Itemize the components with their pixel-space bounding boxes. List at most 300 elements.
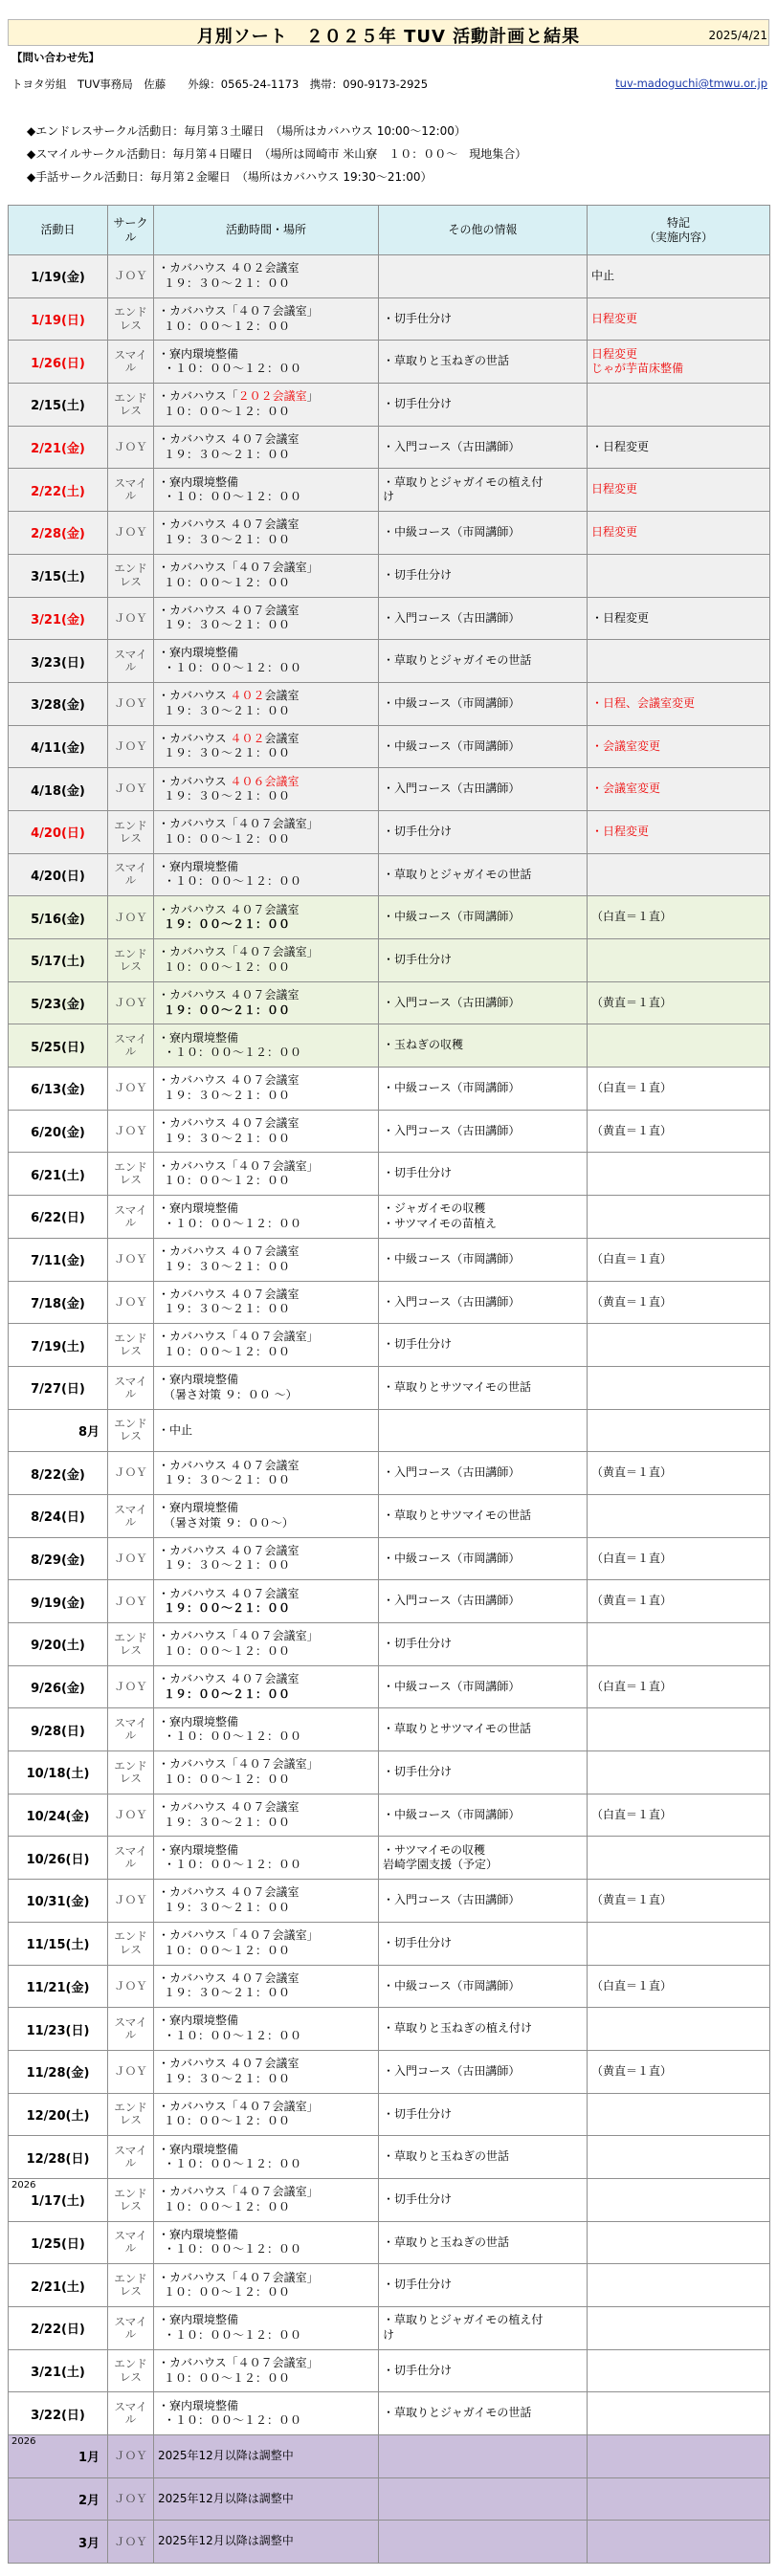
- circle-name: [108, 1965, 154, 2008]
- activity-date-text: 5/17(土): [31, 955, 85, 970]
- venue-time: １０：００～１２：００: [164, 575, 291, 589]
- venue-cell: [154, 2221, 379, 2264]
- table-row: [9, 1196, 770, 1239]
- special-note: [588, 810, 770, 853]
- other-info-text: ・草取りとジャガイモの植え付 け: [383, 474, 544, 504]
- venue-time: １９：３０～２１：００: [164, 703, 291, 717]
- circle-name-text: ＪＯＹ: [114, 995, 147, 1009]
- circle-name-text: エンド レス: [114, 1758, 147, 1785]
- other-info-text: ・切手仕分け: [383, 397, 453, 411]
- other-info: [379, 341, 588, 384]
- other-info: [379, 1794, 588, 1837]
- other-info: [379, 1580, 588, 1623]
- circle-name-text: ＪＯＹ: [114, 1551, 147, 1565]
- other-info: [379, 725, 588, 768]
- venue-place: 2025年12月以降は調整中: [158, 2491, 294, 2505]
- venue-cell: [154, 853, 379, 896]
- venue-place: ・寮内環境整備: [158, 1714, 239, 1728]
- activity-date-text: 3/22(日): [31, 2408, 85, 2423]
- venue-cell: [154, 2307, 379, 2350]
- special-note: [588, 2521, 770, 2564]
- venue-place: ・カバハウス「４０７会議室」: [158, 2270, 319, 2284]
- circle-name: [108, 2178, 154, 2221]
- venue-place: ・カバハウス ４０７会議室: [158, 2057, 300, 2071]
- circle-name: [108, 1110, 154, 1153]
- circle-name-text: ＪＯＹ: [114, 2449, 147, 2463]
- table-row: [9, 2349, 770, 2392]
- circle-name-text: ＪＯＹ: [114, 1679, 147, 1693]
- circle-name: [108, 939, 154, 982]
- venue-place: ・カバハウス「２０２会議室」: [158, 389, 319, 404]
- activity-date: [9, 2050, 108, 2093]
- special-note: [588, 1409, 770, 1452]
- circle-name-text: スマイ ル: [114, 1032, 147, 1059]
- special-note: [588, 297, 770, 341]
- other-info-text: ・切手仕分け: [383, 1337, 453, 1352]
- circle-name: [108, 384, 154, 427]
- circle-name: [108, 1708, 154, 1751]
- other-info: [379, 2264, 588, 2307]
- circle-name-text: エンド レス: [114, 390, 147, 417]
- special-note: [588, 1665, 770, 1708]
- activity-date: [9, 2136, 108, 2179]
- circle-name-text: スマイ ル: [114, 476, 147, 503]
- circle-name-text: ＪＯＹ: [114, 439, 147, 453]
- other-info-text: ・中級コース（市岡講師）: [383, 1978, 521, 1993]
- circle-name: [108, 1665, 154, 1708]
- other-info-text: ・入門コース（古田講師）: [383, 782, 521, 796]
- other-info: [379, 1110, 588, 1153]
- venue-time: １０：００～１２：００: [164, 319, 291, 333]
- other-info: [379, 1409, 588, 1452]
- venue-cell: [154, 768, 379, 811]
- activity-date-text: 1月: [78, 2451, 100, 2466]
- table-row: [9, 2178, 770, 2221]
- activity-date-text: 9/20(土): [31, 1639, 85, 1654]
- other-info-text: ・中級コース（市岡講師）: [383, 695, 521, 710]
- table-row: [9, 2521, 770, 2564]
- other-info: [379, 2477, 588, 2521]
- venue-place: ・寮内環境整備: [158, 2014, 239, 2028]
- activity-date: [9, 1068, 108, 1111]
- table-row: [9, 768, 770, 811]
- other-info: [379, 1281, 588, 1324]
- activity-date-text: 7/27(日): [31, 1382, 85, 1398]
- other-info-text: ・中級コース（市岡講師）: [383, 1551, 521, 1565]
- other-info-text: ・草取りと玉ねぎの世話: [383, 2149, 510, 2164]
- other-info-text: ・草取りとジャガイモの世話: [383, 653, 532, 668]
- activity-date: [9, 2307, 108, 2350]
- venue-time: １０：００～１２：００: [164, 1174, 291, 1188]
- special-note: [588, 2136, 770, 2179]
- venue-place: ・寮内環境整備: [158, 346, 239, 361]
- other-info-text: ・切手仕分け: [383, 1637, 453, 1651]
- venue-time: １９：３０～２１：００: [164, 1088, 291, 1102]
- special-note: [588, 2008, 770, 2051]
- venue-place: ・カバハウス「４０７会議室」: [158, 1158, 319, 1173]
- venue-time: １９：３０～２１：００: [164, 1815, 291, 1829]
- circle-name: [108, 1409, 154, 1452]
- venue-cell: [154, 341, 379, 384]
- contact-label: 【問い合わせ先】: [11, 51, 100, 64]
- activity-date-text: 1/19(金): [31, 271, 85, 286]
- venue-time: １９：３０～２１：００: [164, 532, 291, 546]
- venue-cell: [154, 1409, 379, 1452]
- circle-name-text: ＪＯＹ: [114, 269, 147, 283]
- venue-time: １０：００～１２：００: [164, 2114, 291, 2128]
- table-row: [9, 1409, 770, 1452]
- circle-name-text: エンド レス: [114, 946, 147, 973]
- venue-time: （暑さ対策 ９：００～）: [164, 1515, 294, 1530]
- special-note: [588, 896, 770, 939]
- table-row: [9, 853, 770, 896]
- venue-place: 2025年12月以降は調整中: [158, 2449, 294, 2463]
- activity-date-text: 2月: [78, 2494, 100, 2509]
- circle-name: [108, 725, 154, 768]
- table-row: [9, 384, 770, 427]
- circle-name: [108, 1238, 154, 1281]
- other-info: [379, 2521, 588, 2564]
- other-info-text: ・草取りとジャガイモの世話: [383, 2406, 532, 2420]
- circle-name: [108, 1837, 154, 1880]
- activity-date-text: 11/28(金): [26, 2066, 90, 2081]
- table-row: [9, 469, 770, 512]
- special-note-text: ・会議室変更: [591, 738, 661, 753]
- other-info: [379, 2307, 588, 2350]
- venue-time: １９：３０～２１：００: [164, 1302, 291, 1316]
- venue-place: ・寮内環境整備: [158, 859, 239, 873]
- venue-place: ・カバハウス ４０７会議室: [158, 1885, 300, 1900]
- table-row: [9, 2093, 770, 2136]
- activity-date-text: 8/29(金): [31, 1552, 85, 1568]
- venue-time: １９：３０～２１：００: [164, 447, 291, 461]
- circle-name: [108, 512, 154, 555]
- activity-date-text: 9/28(日): [31, 1724, 85, 1739]
- special-note: [588, 2392, 770, 2435]
- other-info-text: ・入門コース（古田講師）: [383, 1594, 521, 1608]
- venue-cell: [154, 1837, 379, 1880]
- activity-date: [9, 297, 108, 341]
- circle-name: [108, 469, 154, 512]
- special-note: [588, 939, 770, 982]
- table-row: [9, 2136, 770, 2179]
- special-note-text: （黄直＝１直）: [591, 1123, 673, 1137]
- other-info: [379, 1880, 588, 1923]
- venue-time: １９：３０～２１：００: [164, 1986, 291, 2000]
- special-note: [588, 2050, 770, 2093]
- venue-place: ・寮内環境整備: [158, 2313, 239, 2327]
- special-note-text: （白直＝１直）: [591, 1551, 673, 1565]
- circle-name-text: スマイ ル: [114, 1502, 147, 1529]
- circle-name-text: エンド レス: [114, 305, 147, 332]
- special-note-text: ・日程変更: [591, 439, 650, 453]
- venue-cell: [154, 2008, 379, 2051]
- special-note: [588, 1366, 770, 1409]
- venue-time: １０：００～１２：００: [164, 1772, 291, 1786]
- special-note-text: 日程変更: [591, 525, 638, 539]
- activity-date: [9, 341, 108, 384]
- special-note: [588, 341, 770, 384]
- activity-date-text: 4/11(金): [31, 740, 85, 756]
- other-info-text: ・切手仕分け: [383, 311, 453, 325]
- activity-date: [9, 1494, 108, 1537]
- circle-name: [108, 2349, 154, 2392]
- venue-time: １０：００～１２：００: [164, 1345, 291, 1359]
- other-info: [379, 1751, 588, 1794]
- venue-cell: [154, 297, 379, 341]
- other-info-text: ・中級コース（市岡講師）: [383, 1081, 521, 1095]
- venue-time: １０：００～１２：００: [164, 1643, 291, 1658]
- venue-cell: [154, 2521, 379, 2564]
- circle-name-text: ＪＯＹ: [114, 1594, 147, 1608]
- special-note-text: （白直＝１直）: [591, 1081, 673, 1095]
- activity-date-text: 10/31(金): [26, 1895, 90, 1910]
- special-note-text: ・日程、会議室変更: [591, 695, 696, 710]
- circle-name: [108, 255, 154, 298]
- venue-cell: [154, 597, 379, 640]
- other-info: [379, 1837, 588, 1880]
- special-note-text: （黄直＝１直）: [591, 1893, 673, 1907]
- other-info: [379, 2008, 588, 2051]
- venue-cell: [154, 810, 379, 853]
- activity-date-text: 6/13(金): [31, 1083, 85, 1098]
- activity-date: [9, 1281, 108, 1324]
- circle-name-text: スマイ ル: [114, 861, 147, 888]
- activity-date-text: 2/21(土): [31, 2279, 85, 2295]
- other-info-text: ・入門コース（古田講師）: [383, 995, 521, 1009]
- activity-date: [9, 384, 108, 427]
- other-info-text: ・切手仕分け: [383, 2191, 453, 2206]
- table-row: [9, 1110, 770, 1153]
- venue-cell: [154, 255, 379, 298]
- activity-date: [9, 1110, 108, 1153]
- venue-cell: [154, 1452, 379, 1495]
- table-row: [9, 1880, 770, 1923]
- activity-date-text: 4/20(日): [31, 826, 85, 842]
- circle-name-text: ＪＯＹ: [114, 910, 147, 924]
- circle-name-text: スマイ ル: [114, 2015, 147, 2042]
- table-row: [9, 1281, 770, 1324]
- circle-name: [108, 1324, 154, 1367]
- schedule-sign-language: ◆手話サークル活動日：毎月第２金曜日 （場所はカバハウス 19:30～21:00）: [27, 170, 433, 184]
- circle-name: [108, 1281, 154, 1324]
- header-note-line2: （実施内容）: [643, 230, 713, 244]
- venue-cell: [154, 1580, 379, 1623]
- venue-time: １０：００～１２：００: [164, 2285, 291, 2300]
- other-info: [379, 1153, 588, 1196]
- activity-date: [9, 1024, 108, 1068]
- venue-time: ・１０：００～１２：００: [164, 1858, 302, 1872]
- other-info-text: ・草取りとジャガイモの世話: [383, 867, 532, 881]
- other-info-text: ・切手仕分け: [383, 2363, 453, 2377]
- activity-date: [9, 2008, 108, 2051]
- venue-cell: [154, 640, 379, 683]
- venue-time: （暑さ対策 ９：００ ～）: [164, 1387, 298, 1401]
- other-info-text: ・草取りと玉ねぎの世話: [383, 354, 510, 368]
- circle-name: [108, 2264, 154, 2307]
- circle-name-text: エンド レス: [114, 818, 147, 845]
- activity-date: [9, 1880, 108, 1923]
- activity-date: [9, 682, 108, 725]
- header-info: その他の情報: [379, 206, 588, 255]
- venue-place: ・カバハウス「４０７会議室」: [158, 303, 319, 318]
- venue-place: ・カバハウス ４０７会議室: [158, 902, 300, 916]
- circle-name-text: ＪＯＹ: [114, 1978, 147, 1993]
- table-row: [9, 554, 770, 597]
- activity-date-text: 5/25(日): [31, 1040, 85, 1055]
- circle-name: [108, 1580, 154, 1623]
- other-info: [379, 1196, 588, 1239]
- venue-cell: [154, 426, 379, 469]
- activity-date: [9, 939, 108, 982]
- venue-place: ・カバハウス「４０７会議室」: [158, 1928, 319, 1943]
- venue-place: ・寮内環境整備: [158, 646, 239, 660]
- schedule-endless: ◆エンドレスサークル活動日：毎月第３土曜日 （場所はカバハウス 10:00～12:00）: [27, 124, 466, 138]
- venue-time: １９：００～２１：００: [164, 1686, 291, 1701]
- other-info-text: ・入門コース（古田講師）: [383, 610, 521, 625]
- circle-name: [108, 1537, 154, 1580]
- special-note-text: 日程変更: [591, 311, 638, 325]
- other-info-text: ・切手仕分け: [383, 2278, 453, 2292]
- circle-name: [108, 2093, 154, 2136]
- activity-date: [9, 981, 108, 1024]
- other-info: [379, 297, 588, 341]
- activity-date: [9, 1409, 108, 1452]
- other-info-text: ・切手仕分け: [383, 1166, 453, 1180]
- table-row: [9, 1794, 770, 1837]
- special-note: [588, 725, 770, 768]
- venue-time: １９：３０～２１：００: [164, 1259, 291, 1273]
- activity-date: [9, 426, 108, 469]
- other-info: [379, 426, 588, 469]
- special-note: [588, 768, 770, 811]
- table-row: [9, 1068, 770, 1111]
- special-note: [588, 384, 770, 427]
- activity-date-text: 7/19(土): [31, 1339, 85, 1354]
- table-row: [9, 1580, 770, 1623]
- venue-cell: [154, 2050, 379, 2093]
- other-info: [379, 597, 588, 640]
- table-row: [9, 1153, 770, 1196]
- venue-place: ・カバハウス「４０７会議室」: [158, 1330, 319, 1344]
- activity-date: [9, 554, 108, 597]
- venue-place: ・カバハウス ４０７会議室: [158, 517, 300, 532]
- special-note: [588, 1580, 770, 1623]
- circle-name: [108, 1880, 154, 1923]
- special-note-text: 日程変更: [591, 482, 638, 496]
- special-note: [588, 1965, 770, 2008]
- venue-time: １９：３０～２１：００: [164, 618, 291, 632]
- other-info: [379, 640, 588, 683]
- special-note: [588, 1196, 770, 1239]
- special-note: [588, 1110, 770, 1153]
- venue-time: ・１０：００～１２：００: [164, 1046, 302, 1060]
- special-note: [588, 1837, 770, 1880]
- other-info: [379, 1238, 588, 1281]
- special-note-text: （黄直＝１直）: [591, 1594, 673, 1608]
- circle-name-text: ＪＯＹ: [114, 1252, 147, 1266]
- venue-cell: [154, 1366, 379, 1409]
- circle-name-text: スマイ ル: [114, 2314, 147, 2341]
- other-info-text: ・中級コース（市岡講師）: [383, 1679, 521, 1693]
- venue-time: ・１０：００～１２：００: [164, 2242, 302, 2257]
- activity-date: [9, 2264, 108, 2307]
- activity-date: [9, 2093, 108, 2136]
- venue-cell: [154, 1537, 379, 1580]
- venue-time: １９：３０～２１：００: [164, 789, 291, 804]
- activity-date-text: 3/15(土): [31, 570, 85, 585]
- venue-place: ・カバハウス ４０２会議室: [158, 261, 300, 275]
- table-row: [9, 426, 770, 469]
- table-row: [9, 2050, 770, 2093]
- table-row: [9, 1965, 770, 2008]
- table-row: [9, 725, 770, 768]
- table-row: [9, 2264, 770, 2307]
- special-note: [588, 1238, 770, 1281]
- activity-date-text: 8月: [78, 1424, 100, 1440]
- table-row: [9, 2435, 770, 2478]
- special-note: [588, 1324, 770, 1367]
- circle-name-text: エンド レス: [114, 2101, 147, 2127]
- special-note-text: （白直＝１直）: [591, 1679, 673, 1693]
- activity-date: [9, 2349, 108, 2392]
- circle-name: [108, 1068, 154, 1111]
- circle-name-text: スマイ ル: [114, 348, 147, 375]
- venue-time: １９：３０～２１：００: [164, 1473, 291, 1487]
- circle-name: [108, 1196, 154, 1239]
- venue-time: ・１０：００～１２：００: [164, 2029, 302, 2043]
- venue-time: １０：００～１２：００: [164, 959, 291, 974]
- activity-date-text: 1/25(日): [31, 2236, 85, 2252]
- other-info-text: ・玉ねぎの収穫: [383, 1038, 464, 1052]
- venue-cell: [154, 896, 379, 939]
- other-info: [379, 1068, 588, 1111]
- venue-cell: [154, 2477, 379, 2521]
- special-note: [588, 1281, 770, 1324]
- circle-name: [108, 640, 154, 683]
- circle-name-text: ＪＯＹ: [114, 2534, 147, 2548]
- special-note-text: （黄直＝１直）: [591, 1465, 673, 1480]
- circle-name: [108, 853, 154, 896]
- activity-date: [9, 597, 108, 640]
- venue-time: １０：００～１２：００: [164, 831, 291, 846]
- contact-email-link[interactable]: tuv-madoguchi@tmwu.or.jp: [615, 77, 767, 90]
- venue-place: ・中止: [158, 1422, 193, 1437]
- other-info-text: ・草取りと玉ねぎの世話: [383, 2235, 510, 2249]
- title-bar: [8, 19, 769, 46]
- circle-name-text: スマイ ル: [114, 2229, 147, 2256]
- activity-date: [9, 1965, 108, 2008]
- activity-date-text: 4/20(日): [31, 869, 85, 884]
- other-info: [379, 768, 588, 811]
- venue-place: ・カバハウス「４０７会議室」: [158, 1757, 319, 1772]
- venue-place: ・カバハウス ４０７会議室: [158, 603, 300, 617]
- other-info: [379, 1623, 588, 1666]
- activity-date: [9, 1366, 108, 1409]
- other-info: [379, 810, 588, 853]
- venue-place: ・寮内環境整備: [158, 1842, 239, 1857]
- header-venue: 活動時間・場所: [154, 206, 379, 255]
- schedule-smile: ◆スマイルサークル活動日：毎月第４日曜日 （場所は岡崎市 米山寮 １０：００～ 現地集合）: [27, 147, 527, 161]
- venue-cell: [154, 1880, 379, 1923]
- header-circle-line2: ル: [124, 230, 137, 244]
- activity-date-text: 3/21(金): [31, 612, 85, 627]
- activity-date-text: 11/23(日): [26, 2023, 90, 2038]
- activity-date: [9, 853, 108, 896]
- special-note: [588, 640, 770, 683]
- circle-name: [108, 1494, 154, 1537]
- circle-name: [108, 2008, 154, 2051]
